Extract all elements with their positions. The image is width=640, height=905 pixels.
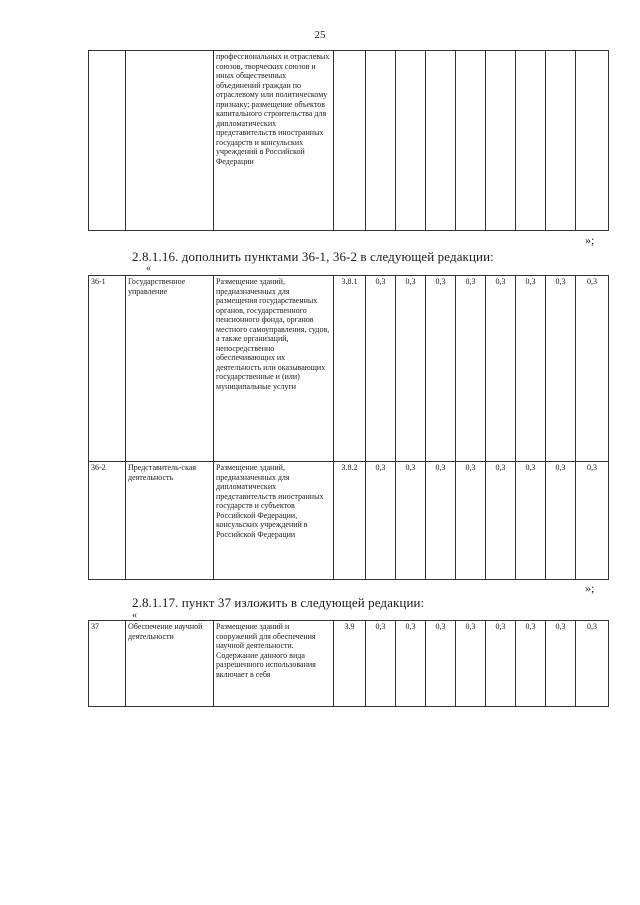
cell-number: 36-2 bbox=[89, 462, 126, 580]
cell-number: 37 bbox=[89, 621, 126, 707]
section-2-table bbox=[88, 620, 609, 707]
cell-value: 0,3 bbox=[396, 462, 426, 580]
cell-value: 0,3 bbox=[366, 621, 396, 707]
cell-value: 0,3 bbox=[366, 276, 396, 462]
cell-value: 0,3 bbox=[486, 462, 516, 580]
cell-value: 0,3 bbox=[456, 462, 486, 580]
cell-value: 0,3 bbox=[576, 621, 609, 707]
cell-value: 0,3 bbox=[546, 276, 576, 462]
cell-name: Представитель-ская деятельность bbox=[126, 462, 214, 580]
cell-value: 0,3 bbox=[366, 462, 396, 580]
cell-value: 0,3 bbox=[426, 276, 456, 462]
cell-code: 3.8.2 bbox=[334, 462, 366, 580]
cell-value: 0,3 bbox=[486, 621, 516, 707]
cell-value: 0,3 bbox=[576, 462, 609, 580]
table-row bbox=[89, 51, 609, 231]
table-row bbox=[89, 462, 609, 580]
table-row bbox=[89, 276, 609, 462]
page-number: 25 bbox=[314, 29, 326, 41]
cell-value: 0,3 bbox=[546, 462, 576, 580]
cell-value: 0,3 bbox=[516, 462, 546, 580]
cell-value: 0,3 bbox=[546, 621, 576, 707]
cell-value: 0,3 bbox=[426, 462, 456, 580]
closing-quote: »; bbox=[585, 233, 595, 247]
table-row bbox=[89, 621, 609, 707]
cell-name: Государственное управление bbox=[126, 276, 214, 462]
cell-value: 0,3 bbox=[456, 621, 486, 707]
cell-code: 3.8.1 bbox=[334, 276, 366, 462]
opening-quote: « bbox=[132, 610, 137, 621]
cell-description: профессиональных и отраслевых союзов, творческих союзов и иных общественных объединений граждан по отраслевому или политическому признаку; размещение объектов капитального строительства для дипломатических представительств иностранных государств и консульских учреждений в Российской Федерации bbox=[214, 51, 334, 231]
cell-number: 36-1 bbox=[89, 276, 126, 462]
cell-name: Обеспечение научной деятельности bbox=[126, 621, 214, 707]
cell-value: 0,3 bbox=[396, 621, 426, 707]
section-1-table bbox=[88, 275, 609, 580]
cell-value: 0,3 bbox=[516, 621, 546, 707]
cell-code: 3.9 bbox=[334, 621, 366, 707]
cell-value: 0,3 bbox=[426, 621, 456, 707]
closing-quote: »; bbox=[585, 581, 595, 595]
cell-description: Размещение зданий, предназначенных для дипломатических представительств иностранных государств и субъектов Российской Федерации, консульских учреждений в Российской Федерации bbox=[214, 462, 334, 580]
section-heading: 2.8.1.17. пункт 37 изложить в следующей редакции: bbox=[132, 595, 425, 610]
cell-value: 0,3 bbox=[516, 276, 546, 462]
cell-value: 0,3 bbox=[396, 276, 426, 462]
section-heading: 2.8.1.16. дополнить пунктами 36-1, 36-2 в следующей редакции: bbox=[132, 249, 494, 264]
opening-quote: « bbox=[146, 263, 151, 274]
cell-value: 0,3 bbox=[456, 276, 486, 462]
continued-table bbox=[88, 50, 609, 231]
cell-description: Размещение зданий, предназначенных для размещения государственных органов, государственного пенсионного фонда, органов местного самоуправления, судов, а также организаций, непосредственно обеспечивающих их деятельность или оказывающих государственные и (или) муниципальные услуги bbox=[214, 276, 334, 462]
cell-value: 0,3 bbox=[486, 276, 516, 462]
cell-value: 0,3 bbox=[576, 276, 609, 462]
cell-description: Размещение зданий и сооружений для обеспечения научной деятельности. Содержание данного вида разрешенного использования включает в себя bbox=[214, 621, 334, 707]
